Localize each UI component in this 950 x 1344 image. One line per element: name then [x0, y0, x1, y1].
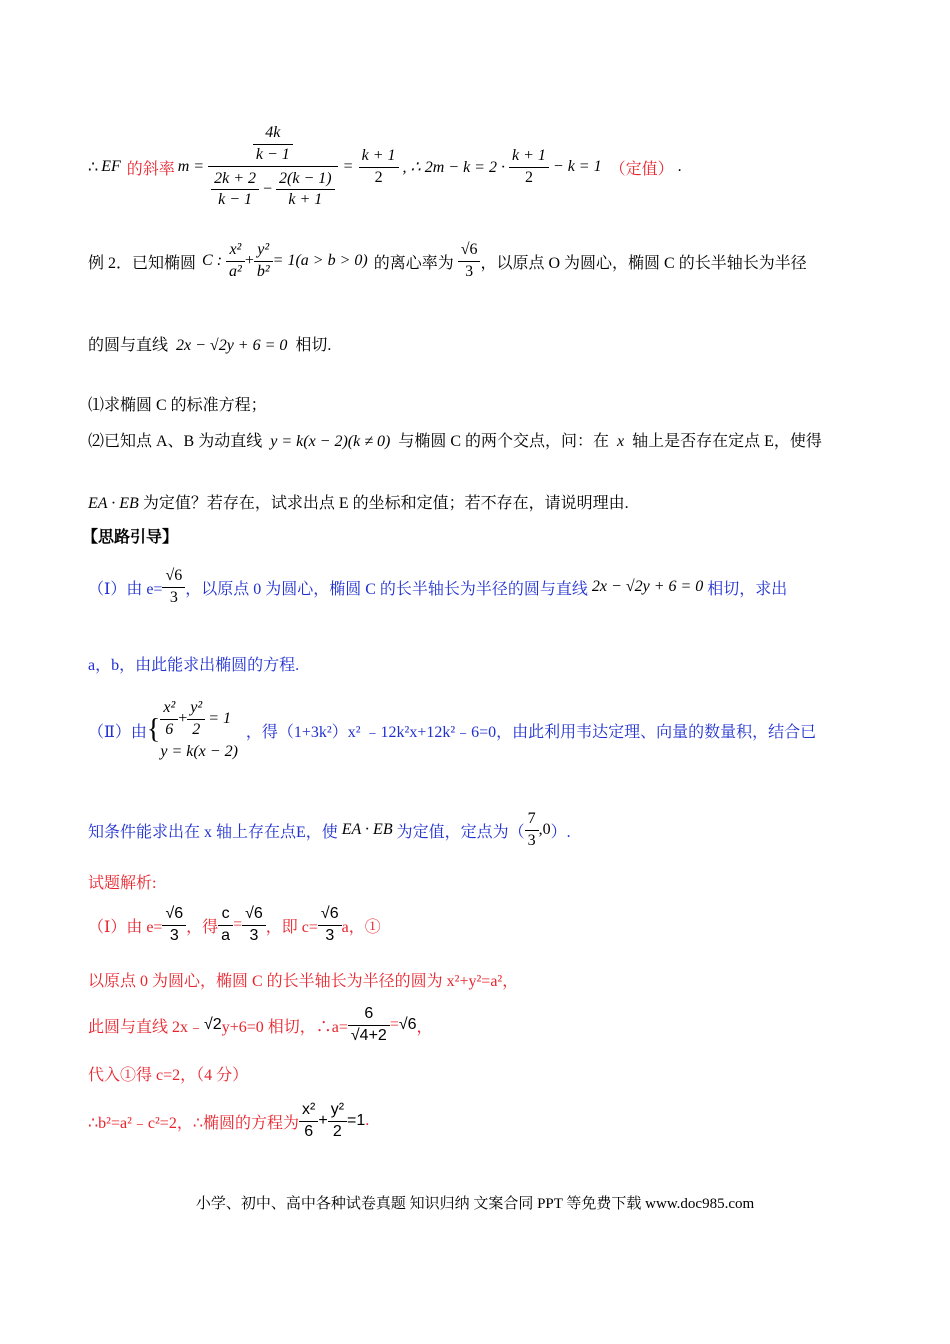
equals-sign: =	[343, 158, 353, 175]
c-over-a: $\frac{c}{a}$	[218, 905, 233, 945]
plus-sign: +	[244, 252, 254, 269]
guide2-text-e: ）.	[550, 823, 571, 841]
question-2-line2	[88, 490, 629, 513]
num-fraction: $\frac{4k}{k - 1}$	[253, 124, 293, 164]
system-eq-2: y = k(x − 2)	[160, 742, 238, 760]
guide1-e-fraction: $\frac{√6}{3}$	[162, 567, 185, 607]
m-equals: m =	[177, 158, 205, 175]
k-plus-1-over-2-second: $\frac{k + 1}{2}$	[509, 147, 549, 187]
y2-over-2: $\frac{\text{y²}}{2}$	[328, 1101, 347, 1141]
example2-line1	[88, 232, 807, 290]
moving-line-equation: y = k(x − 2)(k ≠ 0)	[270, 433, 391, 450]
slope-label: 的斜率	[126, 160, 175, 178]
q2-text-d: 为定值？若存在，试求出点 E 的坐标和定值；若不存在，请说明理由.	[142, 495, 629, 512]
sol1-text-d: a，①	[341, 918, 381, 936]
guide2-text-a: （Ⅱ）由	[88, 723, 147, 741]
sol1-fraction-1: $\frac{√6}{3}$	[162, 905, 186, 945]
equation-system	[160, 699, 238, 761]
guide-2-line1	[88, 690, 816, 770]
fixed-value-label: （定值）	[609, 160, 674, 178]
sol3-comma: ，	[416, 1018, 433, 1036]
therefore-symbol: ∴	[88, 159, 99, 176]
sol5-period: .	[365, 1112, 370, 1129]
sol3-text-b: y+6=0 相切，∴a=	[221, 1018, 348, 1036]
system-eq-1: $\frac{\text{x²}}{6}$ + $\frac{\text{y²}}{2}$ = 1	[160, 699, 238, 739]
sol5-equals-one: =1	[347, 1112, 366, 1129]
q2-text-c: 轴上是否存在定点 E，使得	[632, 433, 822, 450]
radius-fraction: $\frac{6}{√4+2}$	[348, 1005, 390, 1045]
sol1-fraction-2: $\frac{√6}{3}$	[242, 905, 266, 945]
ellipse-c: C :	[202, 252, 223, 269]
tangent-text-b: 相切.	[295, 337, 332, 354]
sol5-plus: +	[318, 1112, 328, 1129]
sol1-equals: =	[233, 916, 243, 933]
sol1-text-a: （Ⅰ）由 e=	[88, 918, 163, 936]
dot-product-ea-eb: EA · EB	[88, 495, 139, 512]
example2-label: 例 2．已知椭圆	[88, 254, 197, 272]
fixed-point-fraction: $\frac{7}{3}$	[525, 810, 539, 850]
guide2-text-b: ，得（1+3k²）x² ﹣12k²x+12k²﹣6=0，由此利用韦达定理、向量的数量积，结合已	[245, 723, 817, 741]
den-fraction-a: $\frac{2k + 2}{k - 1}$	[211, 170, 259, 210]
ellipse-condition: = 1(a > b > 0)	[272, 252, 368, 269]
guide2-dot-product: EA · EB	[341, 821, 393, 838]
y2-over-b2: $\frac{\text{y²}}{\text{b²}}$	[254, 241, 273, 281]
solution-line5	[88, 1097, 369, 1145]
period: .	[677, 158, 682, 175]
solution-line2: 以原点 0 为圆心，椭圆 C 的长半轴长为半径的圆为 x²+y²=a²，	[88, 973, 519, 990]
k-plus-1-over-2: $\frac{k + 1}{2}$	[359, 147, 399, 187]
ef-label: EF	[101, 158, 121, 175]
guide-1-line1	[88, 565, 787, 609]
ef-slope-line	[88, 112, 682, 222]
analysis-title: 试题解析:	[88, 875, 157, 892]
sqrt-2: √2	[204, 1016, 222, 1033]
sol1-fraction-3: $\frac{√6}{3}$	[318, 905, 342, 945]
sol5-text-a: ∴b²=a²﹣c²=2，∴椭圆的方程为	[88, 1114, 300, 1132]
fixed-point-rest: ,0	[538, 821, 551, 838]
guide1-text-b: ，以原点 0 为圆心，椭圆 C 的长半轴长为半径的圆与直线	[185, 580, 588, 598]
guide-1-line2: a，b，由此能求出椭圆的方程.	[88, 657, 300, 674]
guide2-text-c: 知条件能求出在 x 轴上存在点E，使	[88, 823, 338, 841]
x2-over-6: $\frac{\text{x²}}{6}$	[299, 1101, 318, 1141]
x2-over-a2: $\frac{\text{x²}}{\text{a²}}$	[226, 241, 245, 281]
slope-big-fraction: $\frac{4k}{k - 1}$ $\frac{2k + 2}{k - 1}$ − $\frac{2(k - 1)}{k + 1}$	[208, 124, 338, 210]
page-footer: 小学、初中、高中各种试卷真题 知识归纳 文案合同 PPT 等免费下载 www.doc985.com	[195, 1196, 755, 1212]
two-m-minus-k: , ∴ 2m − k = 2 ·	[402, 159, 505, 176]
eccentricity-text: 的离心率为	[373, 254, 454, 272]
sol3-equals: =	[389, 1016, 399, 1033]
question-2-line1	[88, 428, 822, 451]
den-fraction-b: $\frac{2(k - 1)}{k + 1}$	[276, 170, 335, 210]
example2-line2	[88, 332, 331, 355]
guide-2-line2	[88, 808, 571, 852]
radius-result: √6	[398, 1016, 417, 1033]
guide1-text-c: 相切，求出	[707, 580, 788, 598]
guide-title: 【思路引导】	[82, 529, 179, 546]
sol1-text-c: ，即 c=	[265, 918, 318, 936]
q2-text-a: ⑵已知点 A、B 为动直线	[88, 433, 263, 450]
equals-one: − k = 1	[552, 158, 602, 175]
question-1: ⑴求椭圆 C 的标准方程；	[88, 397, 267, 414]
q2-text-b: 与椭圆 C 的两个交点，问：在	[398, 433, 610, 450]
tangent-text-a: 的圆与直线	[88, 337, 169, 354]
solution-line3	[88, 1002, 433, 1048]
eccentricity-fraction: $\frac{√6}{3}$	[458, 241, 481, 281]
system-brace: {	[146, 714, 161, 745]
example2-rest: ，以原点 O 为圆心，椭圆 C 的长半轴长为半径	[480, 254, 807, 272]
line-equation: 2x − √2y + 6 = 0	[176, 337, 288, 354]
guide1-text-a: （Ⅰ）由 e=	[88, 580, 163, 598]
solution-line4: 代入①得 c=2，（4 分）	[88, 1067, 249, 1084]
guide2-text-d: 为定值，定点为（	[396, 823, 525, 841]
solution-line1	[88, 903, 381, 947]
sol3-text-a: 此圆与直线 2x﹣	[88, 1018, 205, 1036]
sol1-text-b: ，得	[186, 918, 219, 936]
guide1-line-equation: 2x − √2y + 6 = 0	[591, 578, 704, 595]
x-axis-var: x	[617, 433, 625, 450]
